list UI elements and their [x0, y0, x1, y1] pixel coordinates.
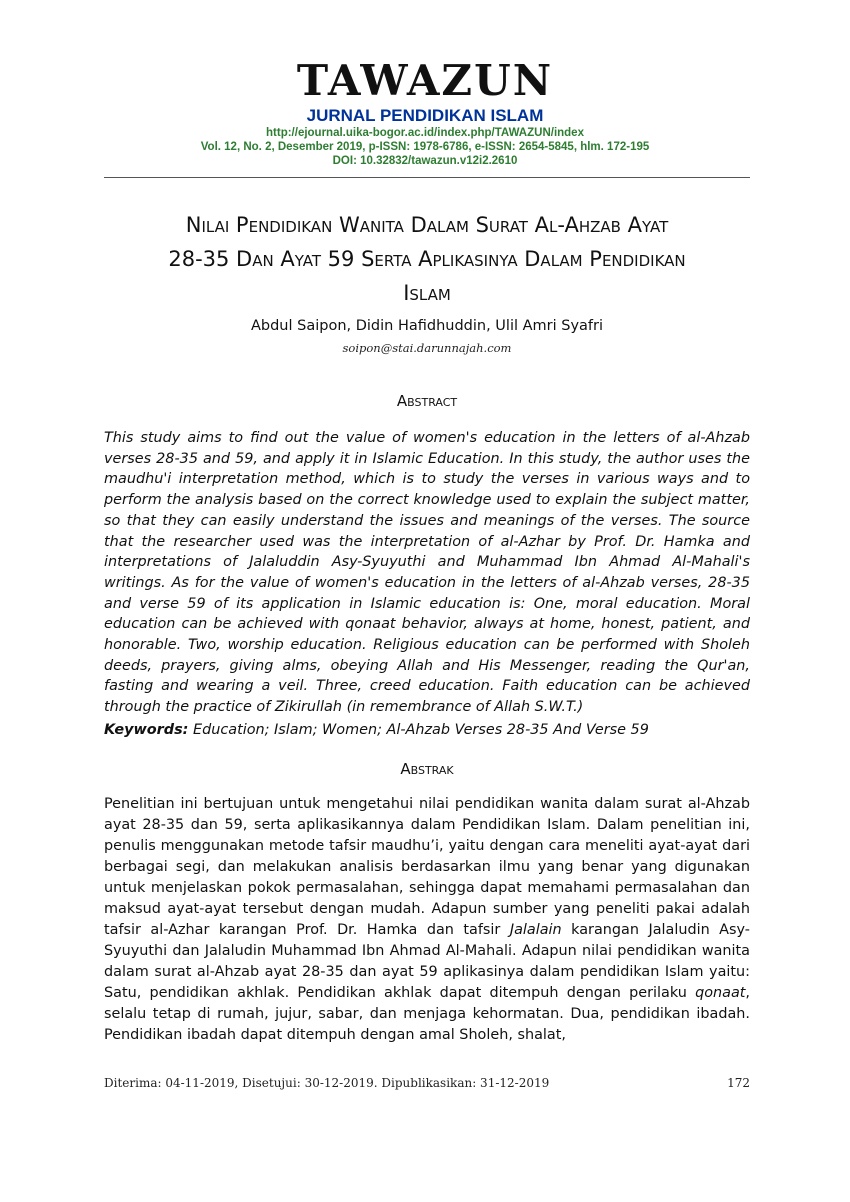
- journal-logo: TAWAZUN: [296, 56, 554, 105]
- journal-volume-info: Vol. 12, No. 2, Desember 2019, p-ISSN: 1978-6786, e-ISSN: 2654-5845, hlm. 172-195: [200, 141, 650, 153]
- keywords-line: [104, 720, 750, 740]
- header-divider: [104, 177, 750, 178]
- abstrak-text: [104, 794, 750, 1046]
- journal-masthead: [0, 58, 850, 168]
- abstract-heading: Abstract: [396, 392, 458, 410]
- article-authors: Abdul Saipon, Didin Hafidhuddin, Ulil Amri Syafri: [250, 318, 604, 334]
- abstrak-italic-qonaat: qonaat: [695, 985, 746, 1001]
- footer-dates: Diterima: 04-11-2019, Disetujui: 30-12-2019. Dipublikasikan: 31-12-2019: [104, 1076, 550, 1090]
- title-line-1: Nilai Pendidikan Wanita Dalam Surat Al-Ahzab Ayat: [185, 213, 669, 237]
- keywords-label: Keywords:: [104, 722, 189, 738]
- abstract-text: This study aims to find out the value of women's education in the letters of al-Ahzab verses 28-35 and 59, and apply it in Islamic Education. In this study, the author uses the maudhu'i interpretation method, which is to study the verses in various ways and to perform the analysis based on the correct knowledge used to explain the subject matter, so that they can easily understand the issues and meanings of the verses. The source that the researcher used was the interpretation of al-Azhar by Prof. Dr. Hamka and interpretations of Jalaluddin Asy-Syuyuthi and Muhammad Ibn Ahmad Al-Mahali's writings. As for the value of women's education in the letters of al-Ahzab verses, 28-35 and verse 59 of its application in Islamic education is: One, moral education. Moral education can be achieved with qonaat behavior, always at home, honest, patient, and honorable. Two, worship education. Religious education can be performed with Sholeh deeds, prayers, giving alms, obeying Allah and His Messenger, reading the Qur'an, fasting and wearing a veil. Three, creed education. Faith education can be achieved through the practice of Zikirullah (in remembrance of Allah S.W.T.): [104, 430, 750, 716]
- abstrak-part-1: Penelitian ini bertujuan untuk mengetahui nilai pendidikan wanita dalam surat al-Ahzab ayat 28-35 dan 59, serta aplikasikannya dalam Pendidikan Islam. Dalam penelitian ini, penulis menggunakan metode tafsir maudhu’i, yaitu dengan cara meneliti ayat-ayat dari berbagai segi, dan melakukan analisis berdasarkan ilmu yang benar yang digunakan untuk menjelaskan pokok permasalahan, sehingga dapat memahami permasalahan dan maksud ayat-ayat tersebut dengan mudah. Adapun sumber yang peneliti pakai adalah tafsir al-Azhar karangan Prof. Dr. Hamka dan tafsir: [104, 796, 750, 938]
- title-line-3: Islam: [403, 281, 451, 305]
- abstrak-heading: Abstrak: [400, 760, 454, 778]
- abstrak-italic-jalalain: Jalalain: [509, 922, 562, 938]
- article-title: [104, 208, 750, 310]
- keywords-values: Education; Islam; Women; Al-Ahzab Verses 28-35 And Verse 59: [192, 722, 649, 738]
- journal-doi: DOI: 10.32832/tawazun.v12i2.2610: [332, 155, 518, 167]
- abstrak-part-2: karangan Jalaludin Asy-Syuyuthi dan Jalaludin Muhammad Ibn Ahmad Al-Mahali. Adapun nilai pendidikan wanita dalam surat al-Ahzab ayat 28-35 dan ayat 59 aplikasinya dalam pendidikan Islam yaitu: Satu, pendidikan akhlak. Pendidikan akhlak dapat ditempuh dengan perilaku: [104, 922, 750, 1001]
- page-number: 172: [727, 1076, 750, 1090]
- abstrak-part-3: , selalu tetap di rumah, jujur, sabar, dan menjaga kehormatan. Dua, pendidikan ibadah. Pendidikan ibadah dapat ditempuh dengan amal Sholeh, shalat,: [104, 985, 750, 1043]
- journal-url-link[interactable]: http://ejournal.uika-bogor.ac.id/index.php/TAWAZUN/index: [266, 127, 584, 139]
- journal-subtitle: JURNAL PENDIDIKAN ISLAM: [306, 106, 544, 125]
- author-email: soipon@stai.darunnajah.com: [342, 341, 512, 355]
- title-line-2: 28-35 Dan Ayat 59 Serta Aplikasinya Dalam Pendidikan: [168, 247, 686, 271]
